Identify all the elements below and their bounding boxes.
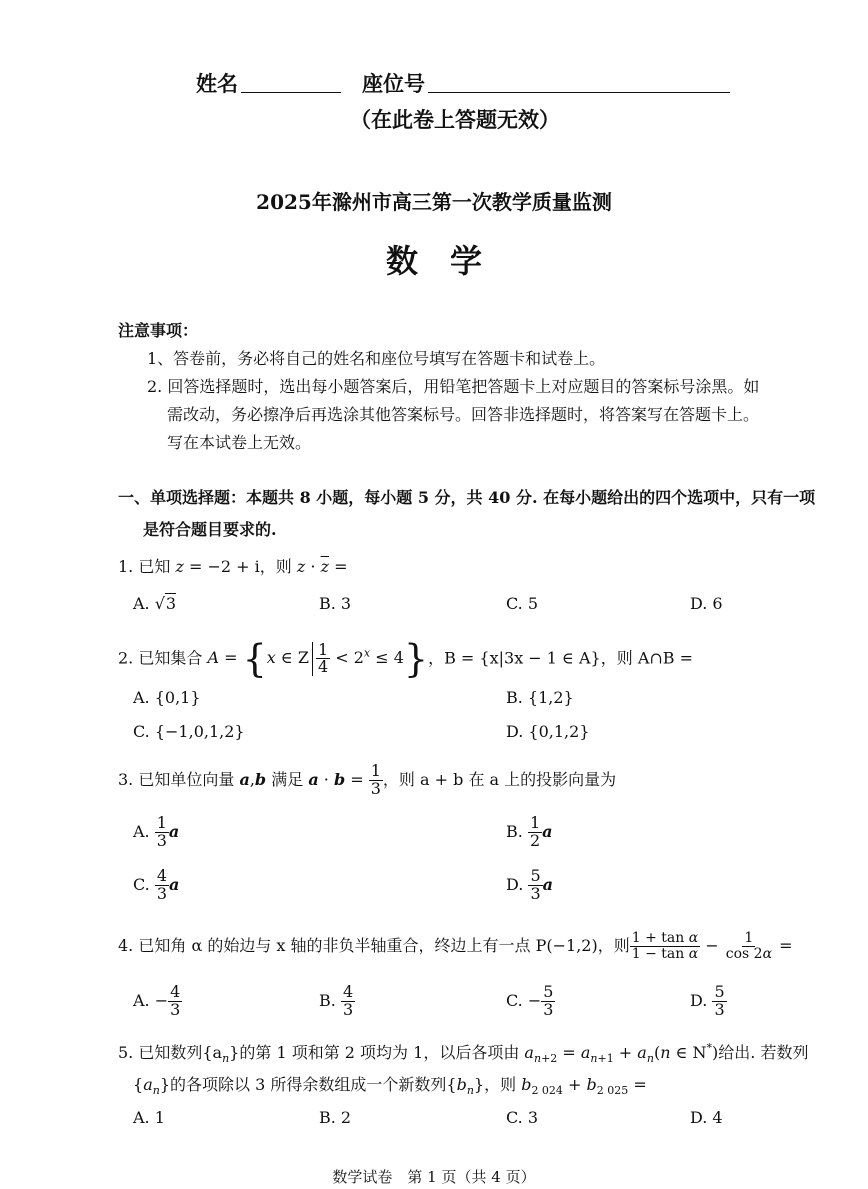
exam-title: 2025年滁州市高三第一次教学质量监测 [256,190,612,214]
q2-set-b: ，B = {x|3x − 1 ∈ A} [428,648,601,668]
name-label: 姓名 [196,71,238,96]
q2-option-d: D. {0,1,2} [506,722,590,741]
q3-option-b-label: B. [506,821,523,841]
q3-option-c-label: C. [133,874,150,894]
q4-option-c: C. − $\frac{5}{3}$ [506,982,554,1019]
q1-end: = [334,557,348,576]
q3-option-c: C. $\frac{4}{3}$ a [133,866,180,903]
q5-suffix: 给出. 若数列 [718,1043,809,1062]
q1-option-a-label: A. [133,594,150,613]
q3-option-d: D. $\frac{5}{3}$ a [506,866,553,903]
q2-set-a: A = {x ∈ Z $\frac{1}{4}$ < $2^x \le 4$} [207,636,429,681]
q2-option-b: B. {1,2} [506,688,574,707]
notice-item-2-line-3: 写在本试卷上无效。 [167,433,312,452]
seat-label: 座位号 [362,71,425,96]
q5-option-d: D. 4 [690,1108,723,1127]
q3-prefix: 3. 已知单位向量 [118,770,235,789]
notice-item-2-line-2: 需改动，务必擦净后再选涂其他答案标号。回答非选择题时，将答案写在答题卡上。 [167,405,760,424]
q5-line-2-text: 的各项除以 3 所得余数组成一个新数列 [170,1075,447,1094]
question-4-stem: 4. 已知角 α 的始边与 x 轴的非负半轴重合，终边上有一点 P(−1,2)，则 $\frac{\text{1 + tan α}}{\text{1 − tan α}}$ − $\frac{1}{\cos 2\alpha}$ = [118,930,793,962]
q4-option-d: D. $\frac{5}{3}$ [690,982,725,1019]
q1-option-c: C. 5 [506,594,539,613]
notice-item-2-line-1: 2. 回答选择题时，选出每小题答案后，用铅笔把答题卡上对应题目的答案标号涂黑。如 [147,377,760,396]
q1-mid: ，则 [259,557,292,576]
notice-heading: 注意事项： [118,321,199,340]
q3-option-a: A. $\frac{1}{3}$ a [133,813,180,850]
q1-option-b: B. 3 [319,594,352,613]
question-5-line-1: 5. 已知数列$\{a_n\}$的第 1 项和第 2 项均为 1，以后各项由 $a_{n+2} = a_{n+1} + a_n(n$ ∈ N*)给出. 若数列 [118,1041,809,1066]
question-5-line-2: $\{a_n\}$的各项除以 3 所得余数组成一个新数列$\{b_n\}$，则 $b_{2 024} + b_{2 025}$ = [133,1075,647,1098]
q2-option-c: C. {−1,0,1,2} [133,722,245,741]
question-2-stem [118,634,694,681]
q3-mid: 满足 [271,770,304,789]
q2-prefix: 2. 已知集合 [118,648,203,668]
section-1-line-2: 是符合题目要求的. [143,520,277,539]
q5-text: }的第 1 项和第 2 项均为 1，以后各项由 [229,1043,520,1062]
section-1-line-1: 一、单项选择题：本题共 8 小题，每小题 5 分，共 40 分. 在每小题给出的四个选项中，只有一项 [118,488,816,507]
q5-option-c: C. 3 [506,1108,539,1127]
subject-title: 数 学 [385,242,482,280]
name-blank [241,72,341,93]
q4-stem-text: 4. 已知角 α 的始边与 x 轴的非负半轴重合，终边上有一点 P(−1,2)，则 [118,936,630,955]
page-footer: 数学试卷 第 1 页（共 4 页） [332,1168,536,1186]
q1-prefix: 1. 已知 [118,557,171,576]
q4-option-a-label: A. [133,990,150,1010]
q3-end: ，则 a + b 在 a 上的投影向量为 [382,770,617,789]
q3-option-d-label: D. [506,874,524,894]
q5-option-b: B. 2 [319,1108,352,1127]
notice-item-1: 1、答卷前，务必将自己的姓名和座位号填写在答题卡和试卷上。 [147,349,606,368]
question-1-stem [118,554,348,577]
q3-option-b: B. $\frac{1}{2}$ a [506,813,553,850]
q4-option-a: A. − $\frac{4}{3}$ [133,982,181,1019]
q4-option-d-label: D. [690,990,708,1010]
seat-blank [428,72,730,93]
q1-math-product: $z \cdot \overline{z}$ [296,557,329,576]
q1-math-z: z = −2 + i [175,557,260,576]
q4-option-b-label: B. [319,990,336,1010]
invalid-note: （在此卷上答题无效） [350,107,560,132]
q1-option-a: A. √3 [133,594,177,613]
q3-option-a-label: A. [133,821,150,841]
question-3-stem: 3. 已知单位向量 a,b 满足 a · b = $\frac{1}{3}$ ，则 a + b 在 a 上的投影向量为 [118,761,617,798]
q4-option-c-label: C. [506,990,523,1010]
q5-prefix: 5. 已知数列{a [118,1043,223,1062]
q4-option-b: B. $\frac{4}{3}$ [319,982,354,1019]
q5-option-a: A. 1 [133,1108,165,1127]
q1-option-d: D. 6 [690,594,723,613]
q2-option-a: A. {0,1} [133,688,201,707]
q2-end: ，则 A∩B = [600,648,694,668]
